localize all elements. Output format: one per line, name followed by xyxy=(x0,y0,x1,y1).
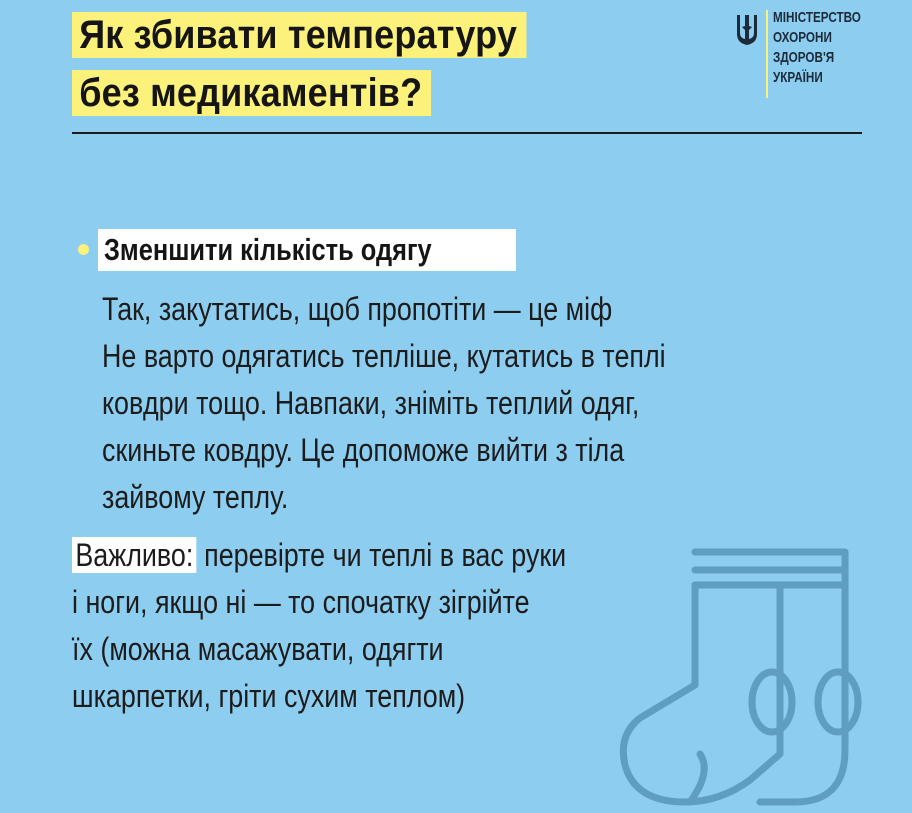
page-title-line-2: без медикаментів? xyxy=(72,70,431,116)
body-line: Не варто одягатись тепліше, кутатись в теплі xyxy=(102,338,666,374)
body-line: Так, закутатись, щоб пропотіти — це міф xyxy=(102,291,613,327)
ministry-name-line: ЗДОРОВ'Я xyxy=(773,49,835,66)
note-line: перевірте чи теплі в вас руки xyxy=(196,537,567,573)
important-label: Важливо: xyxy=(72,537,197,573)
ministry-name-line: ОХОРОНИ xyxy=(773,29,832,46)
note-line: і ноги, якщо ні — то спочатку зігрійте xyxy=(72,584,530,620)
body-line: зайвому теплу. xyxy=(102,479,289,515)
body-line: скиньте ковдру. Це допоможе вийти з тіла xyxy=(102,432,625,468)
section-heading xyxy=(98,229,516,271)
body-line: ковдри тощо. Навпаки, зніміть теплий одяг, xyxy=(102,385,640,421)
header-divider xyxy=(72,132,862,134)
note-line: шкарпетки, гріти сухим теплом) xyxy=(72,678,466,714)
logo-divider xyxy=(766,10,768,98)
socks-icon xyxy=(610,540,910,813)
section-body xyxy=(102,286,822,521)
bullet-dot-icon xyxy=(78,244,89,255)
note-line: їх (можна масажувати, одягти xyxy=(72,631,444,667)
page-title-line-1: Як збивати температуру xyxy=(72,12,526,58)
ministry-name-line: МІНІСТЕРСТВО xyxy=(773,9,861,26)
ministry-name xyxy=(773,8,886,88)
ministry-logo xyxy=(735,8,885,100)
ministry-name-line: УКРАЇНИ xyxy=(773,69,823,86)
coat-of-arms-icon xyxy=(735,12,759,46)
section-heading-text: Зменшити кількість одягу xyxy=(104,232,432,267)
